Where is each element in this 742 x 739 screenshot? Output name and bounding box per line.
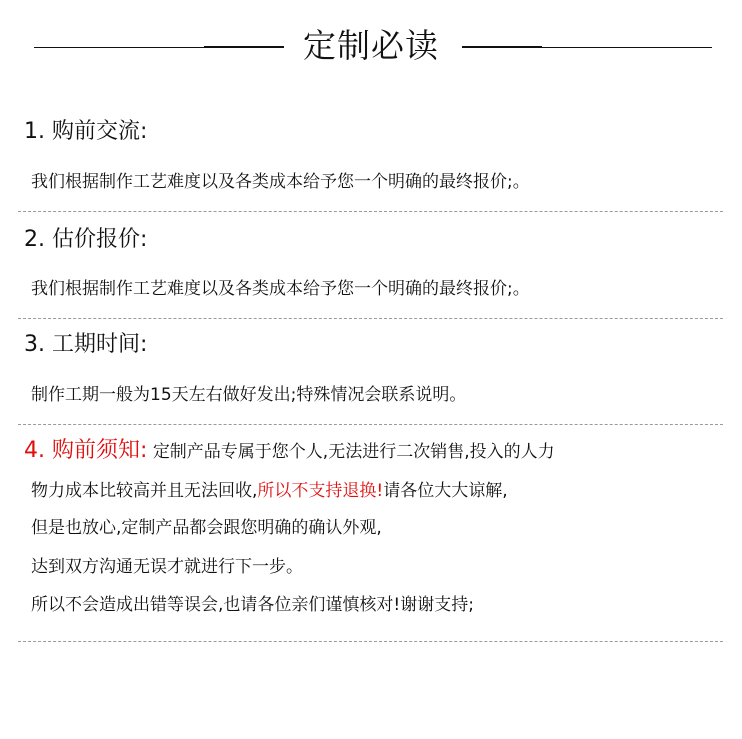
title-divider-right-accent bbox=[462, 46, 542, 48]
section-heading: 2. 估价报价: bbox=[24, 227, 148, 252]
notice-first-line bbox=[24, 439, 555, 464]
notice-line-5: 所以不会造成出错等误会,也请各位亲们谨慎核对!谢谢支持; bbox=[31, 595, 474, 615]
no-return-warning: 所以不支持退换! bbox=[257, 481, 384, 501]
section-heading: 3. 工期时间: bbox=[24, 332, 148, 357]
notice-line-1: 定制产品专属于您个人,无法进行二次销售,投入的人力 bbox=[152, 442, 555, 462]
section-divider bbox=[18, 318, 723, 319]
section-divider bbox=[18, 211, 723, 212]
notice-heading: 4. 购前须知: bbox=[24, 438, 148, 463]
section-body: 我们根据制作工艺难度以及各类成本给予您一个明确的最终报价;。 bbox=[31, 172, 530, 192]
section-divider bbox=[18, 424, 723, 425]
section-body: 我们根据制作工艺难度以及各类成本给予您一个明确的最终报价;。 bbox=[31, 279, 530, 299]
title-divider-right bbox=[542, 47, 712, 48]
notice-line-3: 但是也放心,定制产品都会跟您明确的确认外观, bbox=[31, 518, 382, 538]
notice-line-4: 达到双方沟通无误才就进行下一步。 bbox=[31, 557, 303, 577]
notice-line-2 bbox=[31, 479, 508, 503]
notice-line-2-pre: 物力成本比较高并且无法回收, bbox=[31, 481, 258, 501]
notice-line-2-post: 请各位大大谅解, bbox=[383, 481, 508, 501]
section-body: 制作工期一般为15天左右做好发出;特殊情况会联系说明。 bbox=[31, 385, 467, 405]
section-divider bbox=[18, 641, 723, 642]
section-heading: 1. 购前交流: bbox=[24, 119, 148, 144]
title-row bbox=[0, 22, 742, 72]
page-title: 定制必读 bbox=[303, 26, 439, 65]
